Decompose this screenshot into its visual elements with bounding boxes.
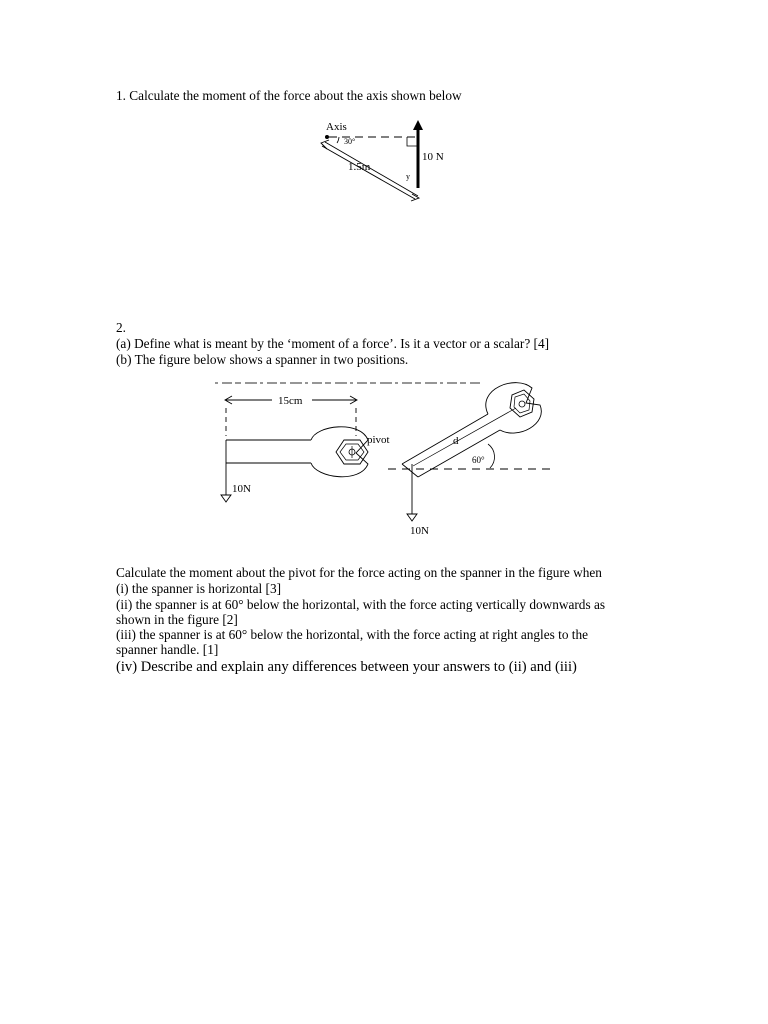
length-line-upper — [325, 142, 418, 196]
right-pivot-point — [519, 401, 525, 407]
force-arrowhead — [413, 120, 423, 130]
axis-label: Axis — [326, 121, 347, 133]
distance-label: d — [453, 435, 459, 447]
part-iii-text-line-2: spanner handle. [1] — [116, 642, 219, 657]
moment-diagram — [315, 116, 455, 206]
pivot-label: pivot — [367, 434, 390, 446]
question-2-number: 2. — [116, 320, 126, 335]
width-label: 15cm — [278, 395, 303, 407]
right-force-label: 10N — [410, 525, 429, 537]
y-label: y — [406, 172, 410, 181]
question-2b-text: (b) The figure below shows a spanner in two positions. — [116, 352, 409, 367]
part-iv-text: (iv) Describe and explain any differences between your answers to (ii) and (iii) — [116, 659, 577, 675]
part-ii-text-line-2: shown in the figure [2] — [116, 612, 238, 627]
left-force-label: 10N — [232, 483, 251, 495]
right-handle-lower-edge — [418, 430, 500, 477]
question-2a-text: (a) Define what is meant by the ‘moment of a force’. Is it a vector or a scalar? [4] — [116, 336, 550, 351]
right-handle-end — [402, 464, 418, 477]
part-iii-text-line-1: (iii) the spanner is at 60° below the horizontal, with the force acting at right angles to the — [116, 627, 589, 642]
length-label: 1.5m — [348, 161, 371, 173]
angle-label: 30° — [344, 137, 356, 146]
axis-point — [325, 135, 329, 139]
angle-label: 60° — [472, 455, 485, 465]
left-force-arrowhead — [221, 495, 231, 502]
left-spanner-head — [311, 427, 368, 477]
right-force-arrowhead — [407, 514, 417, 521]
force-label: 10 N — [422, 151, 444, 163]
calc-intro-text: Calculate the moment about the pivot for the force acting on the spanner in the figure when — [116, 565, 602, 580]
distance-line — [413, 408, 516, 466]
angle-arc — [337, 137, 339, 143]
question-1-text: 1. Calculate the moment of the force about the axis shown below — [116, 88, 462, 103]
angle-arc — [488, 444, 495, 468]
right-angle-marker — [407, 137, 417, 146]
part-ii-text-line-1: (ii) the spanner is at 60° below the horizontal, with the force acting vertically downwards as — [116, 597, 606, 612]
part-i-text: (i) the spanner is horizontal [3] — [116, 581, 282, 596]
spanner-diagram — [210, 374, 560, 540]
